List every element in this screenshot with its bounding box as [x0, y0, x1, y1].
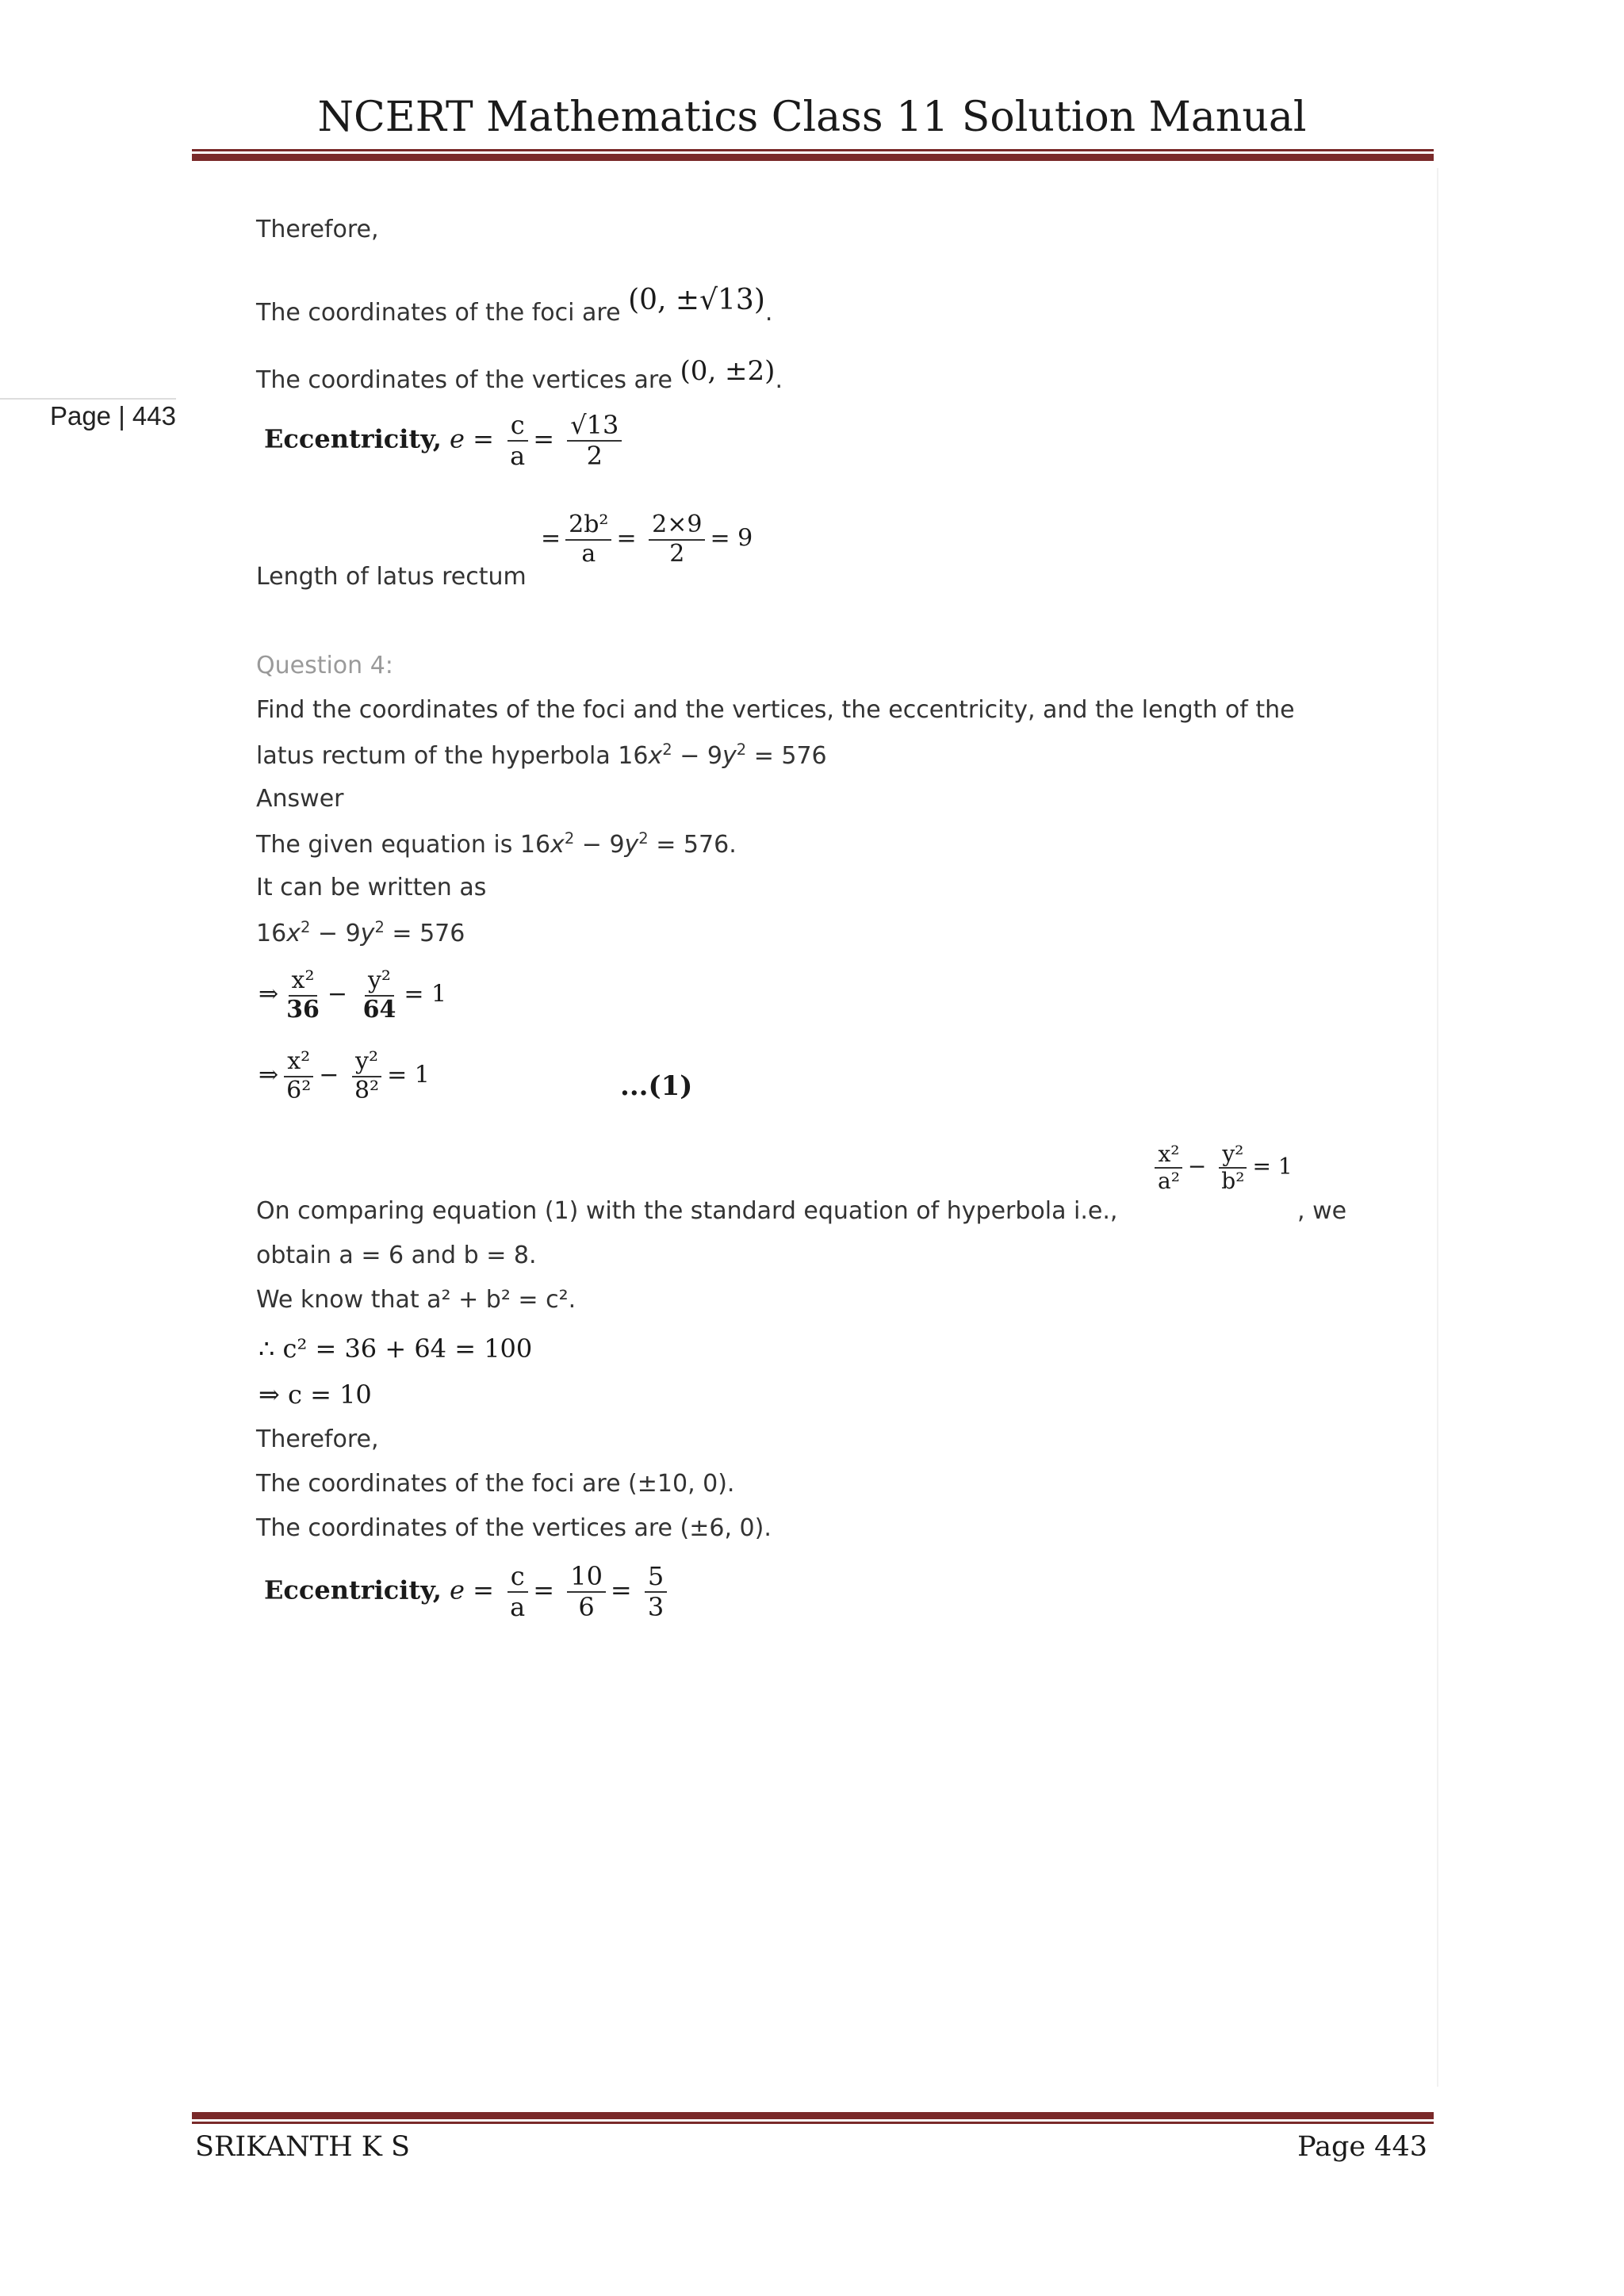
eccentricity-2: Eccentricity, e = $\frac{c}{a}$ = $\frac{10}{6}$ = $\frac{5}{3}$ [264, 1562, 672, 1622]
ecc-1-frac-b: $\frac{√13}{2}$ [567, 411, 622, 471]
step-1: ⇒ $\frac{\text{x²}}{36}$ − $\frac{\text{y²}}{64}$ = 1 [259, 966, 447, 1024]
ecc-1-e: e = [450, 423, 494, 454]
comparing-text: On comparing equation (1) with the standard equation of hyperbola i.e., [256, 1197, 1118, 1225]
question-line-2: latus rectum of the hyperbola $16x^2 - 9y^2 = 576$ [256, 740, 827, 770]
foci-1-math: (0, ±√13) [628, 284, 765, 316]
footer-rule-thick [192, 2112, 1434, 2119]
question-line-1: Find the coordinates of the foci and the vertices, the eccentricity, and the length of the [256, 696, 1295, 724]
latus-formula: = $\frac{\text{2b²}}{a}$ = $\frac{2\times 9}{2}$ = 9 [541, 511, 753, 568]
header-rule-thick [192, 154, 1434, 161]
vertices-line-1: The coordinates of the vertices are (0, ±2). [256, 355, 783, 394]
step-2: ⇒ $\frac{\text{x²}}{\text{6²}}$ − $\frac{\text{y²}}{\text{8²}}$ = 1 [259, 1047, 430, 1104]
equation-line: $16x^2 - 9y^2 = 576$ [256, 918, 465, 947]
foci-1-text: The coordinates of the foci are [256, 299, 621, 327]
side-divider [0, 398, 176, 400]
c-line: ⇒ c = 10 [259, 1380, 372, 1410]
therefore-1: Therefore, [256, 216, 379, 243]
foci-line-2: The coordinates of the foci are (±10, 0). [256, 1470, 735, 1498]
vertices-line-2: The coordinates of the vertices are (±6, 0). [256, 1514, 772, 1542]
vertices-1-text: The coordinates of the vertices are [256, 366, 672, 394]
comparing-we: , we [1297, 1197, 1347, 1225]
equation-tag: ...(1) [620, 1070, 693, 1102]
therefore-2: Therefore, [256, 1425, 379, 1453]
scan-edge [1437, 168, 1438, 2087]
eccentricity-1: Eccentricity, e = $\frac{c}{a}$ = $\frac{√13}{2}$ [264, 411, 626, 471]
question-label: Question 4: [256, 652, 393, 679]
footer-author: SRIKANTH K S [195, 2131, 411, 2163]
ecc-1-label: Eccentricity, [264, 423, 442, 454]
answer-label: Answer [256, 785, 344, 813]
header-title: NCERT Mathematics Class 11 Solution Manual [317, 94, 1307, 141]
vertices-1-math: (0, ±2) [680, 355, 776, 387]
latus-result: = 9 [710, 524, 753, 553]
footer-rule-thin [192, 2122, 1434, 2124]
c-squared-line: ∴ c² = 36 + 64 = 100 [259, 1334, 533, 1364]
given-equation: The given equation is $16x^2 - 9y^2 = 576$. [256, 829, 737, 859]
ecc-1-frac-a: $\frac{c}{a}$ [507, 411, 528, 471]
foci-line-1: The coordinates of the foci are (0, ±√13). [256, 284, 773, 327]
written-as: It can be written as [256, 874, 487, 901]
side-page-label: Page | 443 [49, 401, 176, 430]
standard-equation: $\frac{\text{x²}}{\text{a²}}$ − $\frac{\text{y²}}{\text{b²}}$ = 1 [1150, 1142, 1293, 1194]
latus-frac-a: $\frac{\text{2b²}}{a}$ [565, 511, 611, 568]
header-rule-thin [192, 149, 1434, 151]
latus-label: Length of latus rectum [256, 563, 527, 591]
footer-page: Page 443 [1297, 2131, 1427, 2163]
obtain-line: obtain a = 6 and b = 8. [256, 1242, 537, 1269]
latus-frac-b: $\frac{2\times 9}{2}$ [649, 511, 705, 568]
know-line: We know that a² + b² = c². [256, 1286, 576, 1314]
